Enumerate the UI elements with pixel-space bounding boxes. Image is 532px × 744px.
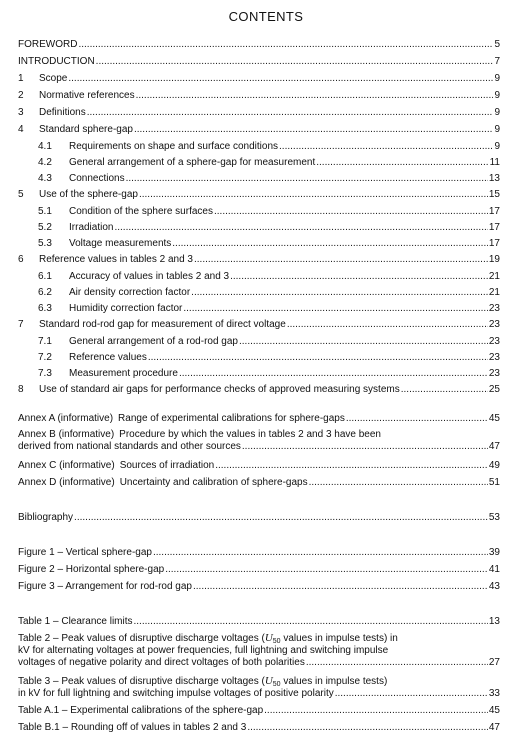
toc-label: Scope xyxy=(39,73,68,84)
figure-entry[interactable] xyxy=(18,546,500,559)
toc-number: 3 xyxy=(18,107,24,118)
toc-label: FOREWORD xyxy=(18,39,78,50)
leader-dots xyxy=(264,705,488,717)
toc-page-number: 19 xyxy=(488,254,500,265)
toc-page-number: 13 xyxy=(488,616,500,627)
toc-label: Irradiation xyxy=(69,222,114,233)
leader-dots xyxy=(335,688,488,700)
leader-dots xyxy=(401,384,488,396)
toc-entry[interactable] xyxy=(18,302,500,315)
toc-label-last-line xyxy=(18,441,500,453)
leader-dots xyxy=(247,722,488,734)
toc-entry[interactable] xyxy=(18,383,500,396)
toc-label: Standard sphere-gap xyxy=(39,124,133,135)
toc-page-number: 23 xyxy=(488,319,500,330)
toc-number: 6.2 xyxy=(38,287,52,298)
toc-label-line: voltages of negative polarity and direct voltages of both polarities xyxy=(18,657,305,668)
toc-page-number: 11 xyxy=(489,157,500,168)
toc-entry[interactable] xyxy=(18,286,500,299)
leader-dots xyxy=(214,206,488,218)
toc-entry[interactable] xyxy=(18,237,500,250)
toc-number: 5 xyxy=(18,189,24,200)
table-entry[interactable] xyxy=(18,615,500,628)
toc-page-number: 23 xyxy=(488,368,500,379)
toc-page-number: 23 xyxy=(488,352,500,363)
toc-number: 6.1 xyxy=(38,271,52,282)
leader-dots xyxy=(172,238,488,250)
toc-number: 7.2 xyxy=(38,352,52,363)
toc-entry[interactable] xyxy=(18,270,500,283)
toc-number: 4.2 xyxy=(38,157,52,168)
toc-page-number: 33 xyxy=(488,688,500,699)
leader-dots xyxy=(279,141,493,153)
toc-entry[interactable] xyxy=(18,172,500,185)
toc-number: 4.3 xyxy=(38,173,52,184)
toc-label-text: values in impulse tests) xyxy=(280,676,388,687)
leader-dots xyxy=(87,107,494,119)
toc-label: Figure 3 – Arrangement for rod-rod gap xyxy=(18,581,192,592)
toc-page-number: 23 xyxy=(488,336,500,347)
toc-page-number: 25 xyxy=(488,384,500,395)
annex-entry[interactable] xyxy=(18,459,500,472)
toc-page-number: 9 xyxy=(494,90,500,101)
toc-page-number: 15 xyxy=(488,189,500,200)
toc-label-text: values in impulse tests) in xyxy=(280,633,398,644)
toc-label: Annex A (informative) Range of experimental calibrations for sphere-gaps xyxy=(18,413,345,424)
toc-label: General arrangement of a sphere-gap for measurement xyxy=(69,157,316,168)
toc-number: 5.1 xyxy=(38,206,52,217)
toc-entry[interactable] xyxy=(18,367,500,380)
toc-label: Annex D (informative) Uncertainty and calibration of sphere-gaps xyxy=(18,477,308,488)
bibliography-entry[interactable] xyxy=(18,511,500,524)
toc-page-number: 49 xyxy=(488,460,500,471)
toc-label-last-line xyxy=(18,657,500,669)
toc-entry[interactable] xyxy=(18,123,500,136)
toc-label: Normative references xyxy=(39,90,135,101)
toc-label: Requirements on shape and surface conditions xyxy=(69,141,279,152)
toc-page-number: 9 xyxy=(494,107,500,118)
toc-page-number: 7 xyxy=(494,56,500,67)
toc-label: Reference values in tables 2 and 3 xyxy=(39,254,193,265)
leader-dots xyxy=(165,564,488,576)
leader-dots xyxy=(316,157,488,169)
voltage-symbol: U xyxy=(264,632,273,644)
toc-label: Annex C (informative) Sources of irradiation xyxy=(18,460,215,471)
annex-entry[interactable] xyxy=(18,476,500,489)
voltage-symbol: U xyxy=(264,675,273,687)
toc-number: 2 xyxy=(18,90,24,101)
toc-number: 5.3 xyxy=(38,238,52,249)
toc-label: Standard rod-rod gap for measurement of direct voltage xyxy=(39,319,286,330)
toc-page-number: 17 xyxy=(488,206,500,217)
toc-label: Air density correction factor xyxy=(69,287,191,298)
toc-entry[interactable] xyxy=(18,140,500,153)
leader-dots xyxy=(74,512,488,524)
annex-entry[interactable] xyxy=(18,412,500,425)
leader-dots xyxy=(215,460,488,472)
leader-dots xyxy=(194,254,488,266)
figure-entry[interactable] xyxy=(18,580,500,593)
toc-label-line: in kV for full lightning and switching impulse voltages of positive polarity xyxy=(18,688,334,699)
leader-dots xyxy=(114,222,487,234)
leader-dots xyxy=(78,39,493,51)
toc-page-number: 45 xyxy=(488,705,500,716)
toc-number: 1 xyxy=(18,73,24,84)
toc-label: Figure 2 – Horizontal sphere-gap xyxy=(18,564,165,575)
toc-page-number: 39 xyxy=(488,547,500,558)
leader-dots xyxy=(183,303,488,315)
toc-label: Table 1 – Clearance limits xyxy=(18,616,133,627)
voltage-subscript: 50 xyxy=(272,638,281,645)
toc-page-number: 13 xyxy=(488,173,500,184)
leader-dots xyxy=(126,173,488,185)
toc-label: Definitions xyxy=(39,107,86,118)
toc-page-number: 5 xyxy=(494,39,500,50)
toc-label: Use of the sphere-gap xyxy=(39,189,138,200)
toc-number: 7 xyxy=(18,319,24,330)
leader-dots xyxy=(193,581,488,593)
toc-label: Table B.1 – Rounding off of values in tables 2 and 3 xyxy=(18,722,247,733)
leader-dots xyxy=(153,547,488,559)
figure-entry[interactable] xyxy=(18,563,500,576)
toc-label: Condition of the sphere surfaces xyxy=(69,206,213,217)
toc-entry[interactable] xyxy=(18,318,500,331)
leader-dots xyxy=(148,352,488,364)
toc-label: INTRODUCTION xyxy=(18,56,95,67)
leader-dots xyxy=(287,319,488,331)
toc-entry[interactable] xyxy=(18,106,500,119)
leader-dots xyxy=(139,189,488,201)
leader-dots xyxy=(242,441,488,453)
toc-number: 7.1 xyxy=(38,336,52,347)
leader-dots xyxy=(191,287,488,299)
toc-entry[interactable] xyxy=(18,351,500,364)
toc-page-number: 17 xyxy=(488,222,500,233)
toc-label-line: kV for alternating voltages at power frequencies, full lightning and switching impulse xyxy=(18,645,389,656)
toc-label-line: derived from national standards and other sources xyxy=(18,441,241,452)
leader-dots xyxy=(309,477,488,489)
toc-number: 6 xyxy=(18,254,24,265)
toc-label-text: Table 3 – Peak values of disruptive discharge voltages ( xyxy=(18,676,265,687)
toc-label: Humidity correction factor xyxy=(69,303,183,314)
toc-number: 6.3 xyxy=(38,303,52,314)
leader-dots xyxy=(96,56,494,68)
toc-label: Table A.1 – Experimental calibrations of the sphere-gap xyxy=(18,705,264,716)
leader-dots xyxy=(239,336,488,348)
voltage-subscript: 50 xyxy=(272,681,281,688)
toc-entry[interactable] xyxy=(18,188,500,201)
toc-page-number: 21 xyxy=(488,271,500,282)
leader-dots xyxy=(179,368,488,380)
toc-page-number: 9 xyxy=(494,124,500,135)
toc-page-number: 47 xyxy=(488,722,500,733)
toc-number: 5.2 xyxy=(38,222,52,233)
toc-entry[interactable] xyxy=(18,253,500,266)
leader-dots xyxy=(346,413,488,425)
toc-label: Measurement procedure xyxy=(69,368,178,379)
table-entry[interactable] xyxy=(18,704,500,717)
toc-page-number: 9 xyxy=(494,141,500,152)
toc-label-line xyxy=(18,632,500,645)
leader-dots xyxy=(230,271,488,283)
toc-label: Voltage measurements xyxy=(69,238,172,249)
toc-entry[interactable] xyxy=(18,205,500,218)
toc-page-number: 27 xyxy=(488,657,500,668)
table-entry[interactable] xyxy=(18,721,500,734)
toc-label-text: Table 2 – Peak values of disruptive discharge voltages ( xyxy=(18,633,265,644)
toc-entry[interactable] xyxy=(18,335,500,348)
toc-label: Reference values xyxy=(69,352,147,363)
leader-dots xyxy=(134,616,488,628)
toc-label-line: Annex B (informative) Procedure by which the values in tables 2 and 3 have been xyxy=(18,429,381,440)
toc-entry[interactable] xyxy=(18,72,500,85)
toc-page-number: 21 xyxy=(488,287,500,298)
leader-dots xyxy=(136,90,494,102)
toc-entry[interactable] xyxy=(18,221,500,234)
toc-page-number: 23 xyxy=(488,303,500,314)
annex-entry[interactable] xyxy=(18,429,500,453)
toc-label-last-line xyxy=(18,688,500,700)
toc-page-number: 43 xyxy=(488,581,500,592)
toc-page-number: 9 xyxy=(494,73,500,84)
toc-entry[interactable] xyxy=(18,38,500,51)
toc-entry[interactable] xyxy=(18,89,500,102)
leader-dots xyxy=(68,73,493,85)
toc-number: 4 xyxy=(18,124,24,135)
toc-label: General arrangement of a rod-rod gap xyxy=(69,336,238,347)
toc-number: 4.1 xyxy=(38,141,52,152)
table-entry[interactable] xyxy=(18,632,500,669)
toc-page-number: 45 xyxy=(488,413,500,424)
leader-dots xyxy=(306,657,488,669)
toc-page-number: 53 xyxy=(488,512,500,523)
toc-label: Connections xyxy=(69,173,125,184)
leader-dots xyxy=(134,124,493,136)
toc-entry[interactable] xyxy=(18,156,500,169)
toc-label-line xyxy=(18,675,500,688)
toc-label: Accuracy of values in tables 2 and 3 xyxy=(69,271,230,282)
table-entry[interactable] xyxy=(18,675,500,700)
toc-number: 7.3 xyxy=(38,368,52,379)
toc-page-number: 17 xyxy=(488,238,500,249)
toc-page-number: 41 xyxy=(488,564,500,575)
toc-label: Bibliography xyxy=(18,512,74,523)
toc-label: Use of standard air gaps for performance checks of approved measuring systems xyxy=(39,384,400,395)
toc-label: Figure 1 – Vertical sphere-gap xyxy=(18,547,152,558)
toc-entry[interactable] xyxy=(18,55,500,68)
toc-page-number: 51 xyxy=(488,477,500,488)
toc-page-number: 47 xyxy=(488,441,500,452)
toc-number: 8 xyxy=(18,384,24,395)
page-title: CONTENTS xyxy=(228,9,304,24)
